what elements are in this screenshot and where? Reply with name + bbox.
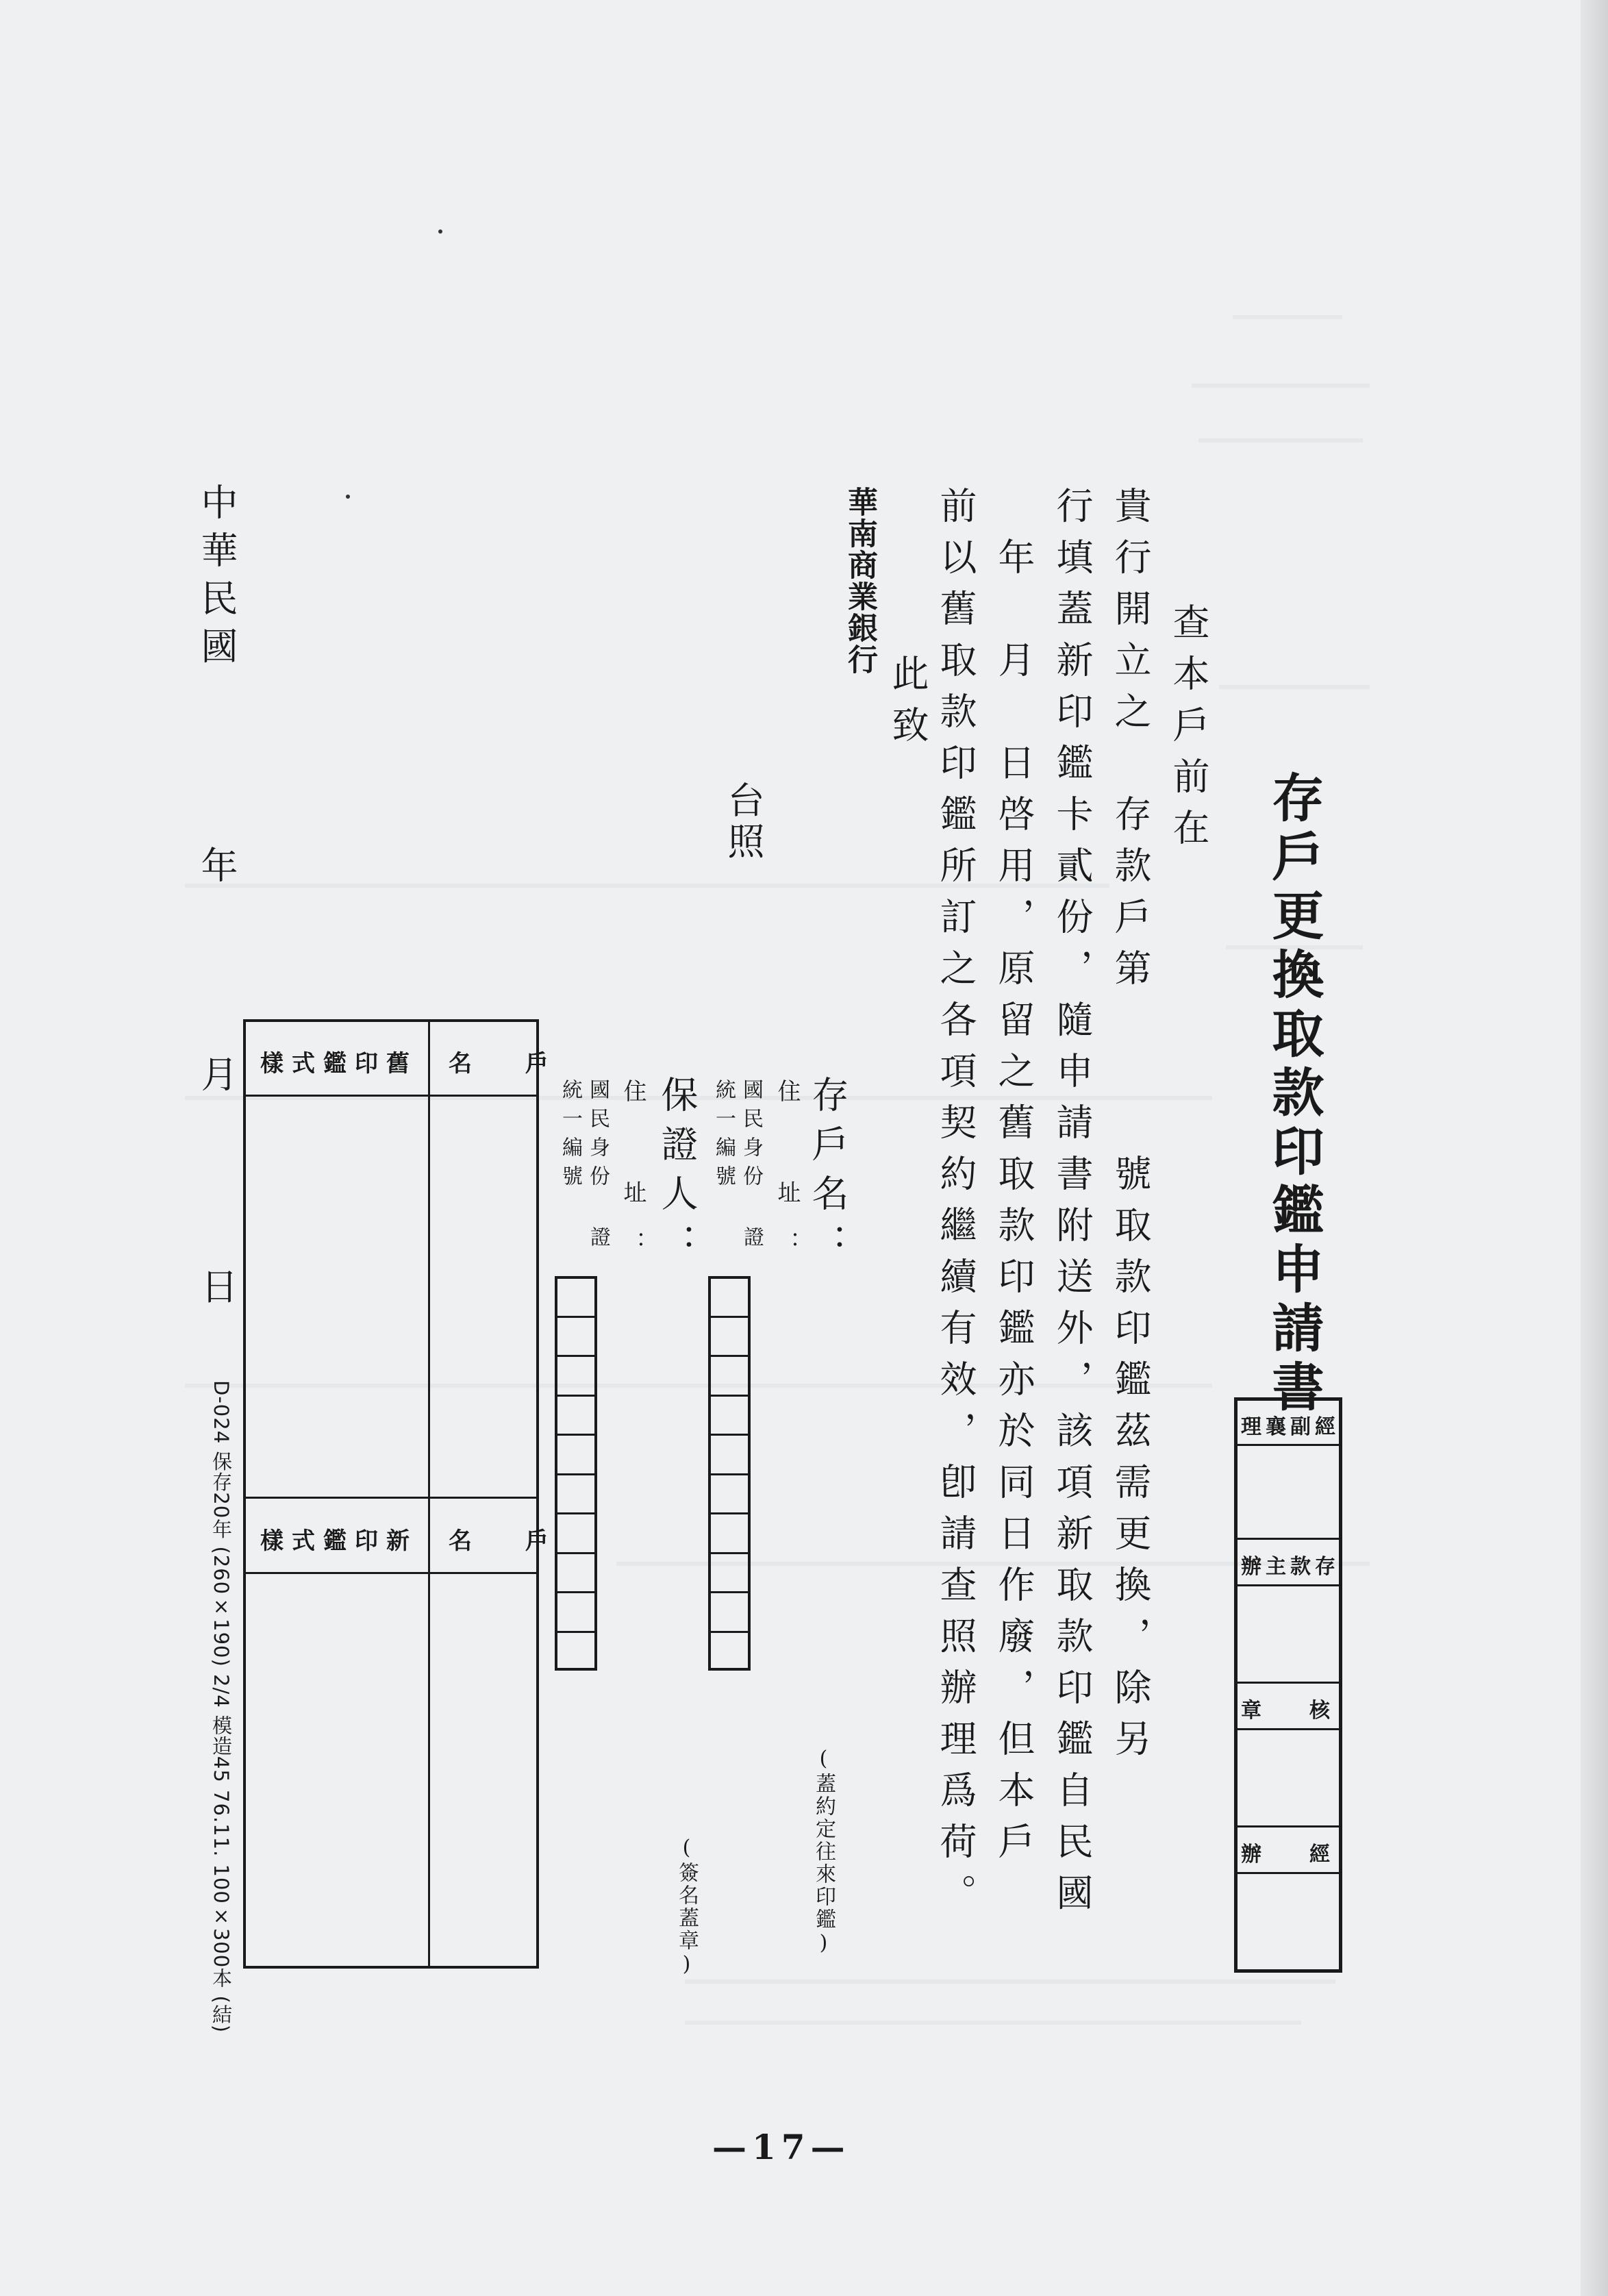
approval-row-line (1234, 1728, 1342, 1730)
body-line-1: 查本戶前在 (1167, 603, 1210, 860)
bleed-through (1219, 685, 1370, 689)
speck (346, 495, 350, 499)
id-cell-divider (708, 1631, 751, 1633)
approval-row-1: 經副襄理 (1241, 1415, 1340, 1439)
body-line-4: 年 月 日啓用，原留之舊取款印鑑亦於同日作廢，但本戶 (992, 486, 1035, 1873)
page-edge-shadow (1581, 0, 1608, 2296)
bleed-through (685, 1980, 1335, 1984)
id-cell-divider (555, 1473, 597, 1475)
date-day: 日 (195, 1267, 238, 1304)
id-cell-divider (708, 1316, 751, 1318)
id-cell-divider (555, 1355, 597, 1357)
old-seal-label: 舊印鑑式樣 (260, 1050, 418, 1077)
guarantor-address-label: 住 址： (619, 1079, 646, 1282)
body-line-5: 前以舊取款印鑑所訂之各項契約繼續有效，卽請查照辦理爲荷。 (934, 486, 977, 1925)
bleed-through (1233, 315, 1342, 319)
approval-row-line (1234, 1872, 1342, 1874)
approval-row-line (1234, 1444, 1342, 1446)
seal-table-divider (428, 1019, 430, 1969)
date-month: 月 (195, 1055, 238, 1092)
page-number: —17— (712, 2127, 851, 2167)
body-line-2: 貴行開立之 存款戶第 號取款印鑑茲需更換，除另 (1109, 486, 1152, 1771)
approval-row-2: 存款主辦 (1241, 1555, 1340, 1579)
speck (438, 229, 442, 234)
approval-box (1234, 1397, 1342, 1973)
depositor-address-label: 住 址： (773, 1079, 801, 1282)
depositor-id-label-bottom: 統一編號 (712, 1079, 736, 1194)
new-seal-area[interactable] (248, 1577, 425, 1964)
seal-table-header-line (243, 1095, 539, 1097)
bleed-through (1192, 384, 1370, 388)
date-era: 中華民國 (195, 483, 238, 675)
salutation: 此致 (886, 654, 929, 757)
date-year: 年 (195, 846, 238, 883)
id-cell-divider (555, 1434, 597, 1436)
id-cell-divider (708, 1355, 751, 1357)
id-cell-divider (708, 1473, 751, 1475)
id-cell-divider (555, 1591, 597, 1593)
approval-row-3: 核 章 (1241, 1699, 1344, 1723)
guarantor-id-label-top: 國民身份 (586, 1079, 610, 1194)
approval-row-4: 經 辦 (1241, 1843, 1344, 1867)
approval-row-line (1234, 1538, 1342, 1540)
old-seal-area[interactable] (248, 1099, 425, 1491)
id-cell-divider (555, 1316, 597, 1318)
id-cell-divider (708, 1552, 751, 1554)
id-cell-divider (708, 1591, 751, 1593)
id-cell-divider (555, 1631, 597, 1633)
form-title: 存戶更換取款印鑑申請書 (1264, 771, 1324, 1419)
guarantor-label: 保證人： (655, 1075, 699, 1273)
new-account-name-label: 戶 名 (449, 1527, 564, 1555)
approval-row-line (1234, 1682, 1342, 1684)
id-cell-divider (708, 1434, 751, 1436)
old-account-name-label: 戶 名 (449, 1050, 564, 1077)
depositor-id-label-top: 國民身份 (739, 1079, 763, 1194)
seal-table-section-line (243, 1497, 539, 1499)
body-line-3: 行填蓋新印鑑卡貳份，隨申請書附送外，該項新取款印鑑自民國 (1051, 486, 1094, 1925)
id-cell-divider (555, 1395, 597, 1397)
depositor-seal-note: (蓋約定往來印鑑) (812, 1747, 836, 1957)
guarantor-id-suffix: 證 (586, 1226, 610, 1248)
depositor-name-label: 存戶名： (806, 1075, 849, 1273)
depositor-id-suffix: 證 (740, 1226, 764, 1248)
guarantor-id-label-bottom: 統一編號 (558, 1079, 582, 1194)
id-cell-divider (708, 1512, 751, 1514)
approval-row-line (1234, 1584, 1342, 1586)
id-cell-divider (708, 1395, 751, 1397)
new-seal-label: 新印鑑式樣 (260, 1527, 418, 1555)
bank-suffix: 台照 (722, 781, 765, 863)
bleed-through (685, 2021, 1301, 2025)
form-code: D-024 保存20年 (260×190) 2/4 模造45 76.11. 100×300本 (結) (210, 1380, 233, 2034)
id-cell-divider (555, 1512, 597, 1514)
approval-row-line (1234, 1825, 1342, 1827)
guarantor-seal-note: (簽名蓋章) (675, 1836, 699, 1978)
bank-name: 華南商業銀行 (842, 486, 877, 675)
seal-table-header-line (243, 1572, 539, 1574)
bleed-through (1198, 438, 1363, 442)
